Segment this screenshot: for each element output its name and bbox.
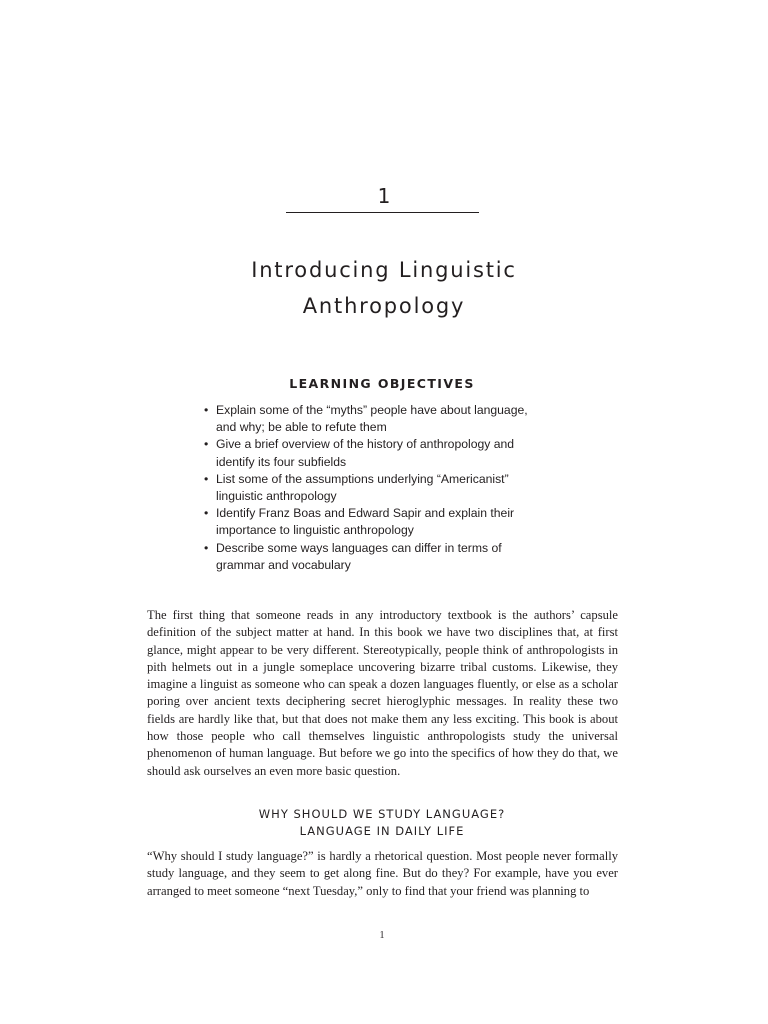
objective-item (204, 505, 544, 539)
section-heading-line-1: WHY SHOULD WE STUDY LANGUAGE? (258, 807, 506, 821)
chapter-number: 1 (377, 184, 391, 208)
objective-text: Give a brief overview of the history of anthropology and identify its four subfields (216, 437, 515, 469)
intro-paragraph: The first thing that someone reads in any introductory textbook is the authors’ capsule definition of the subject matter at hand. In this book we have two disciplines that, at first glance, might appear to be very different. Stereotypically, people think of anthropologists in pith helmets out in a jungle someplace uncovering bizarre tribal customs. Likewise, they imagine a linguist as someone who can speak a dozen languages fluently, or else as a scholar poring over ancient texts deciphering secret hieroglyphic messages. In reality these two fields are hardly like that, but that does not make them any less exciting. This book is about how those people who call themselves linguistic anthropologists study the universal phenomenon of human language. But before we go into the specifics of how they do that, we should ask ourselves an even more basic question. (147, 608, 618, 778)
chapter-title-line-1: Introducing Linguistic (251, 258, 517, 282)
bullet-icon: • (204, 506, 209, 521)
bullet-icon: • (204, 471, 209, 486)
objective-text: Describe some ways languages can differ in terms of grammar and vocabulary (216, 540, 502, 572)
learning-objectives-list (204, 402, 544, 574)
objective-item (204, 471, 544, 505)
objective-text: Identify Franz Boas and Edward Sapir and explain their importance to linguistic anthropology (216, 506, 515, 538)
chapter-divider (286, 212, 479, 213)
page-number: 1 (379, 930, 385, 941)
section-heading-line-2: LANGUAGE IN DAILY LIFE (299, 824, 465, 838)
objective-text: Explain some of the “myths” people have about language, and why; be able to refute them (216, 403, 528, 435)
bullet-icon: • (204, 437, 209, 452)
bullet-icon: • (204, 403, 209, 417)
objective-text: List some of the assumptions underlying “Americanist” linguistic anthropology (216, 471, 509, 504)
chapter-title-line-2: Anthropology (302, 294, 466, 318)
chapter-title (0, 252, 768, 324)
objective-item (204, 436, 544, 470)
section-heading (0, 806, 764, 840)
section-paragraph: “Why should I study language?” is hardly a rhetorical question. Most people never formally study language, and they seem to get along fine. But do they? For example, have you ever arranged to meet someone “next Tuesday,” only to find that your friend was planning to (147, 849, 618, 898)
objective-item (204, 540, 544, 574)
bullet-icon: • (204, 540, 209, 555)
objective-item (204, 402, 544, 436)
learning-objectives-heading: LEARNING OBJECTIVES (289, 376, 475, 391)
